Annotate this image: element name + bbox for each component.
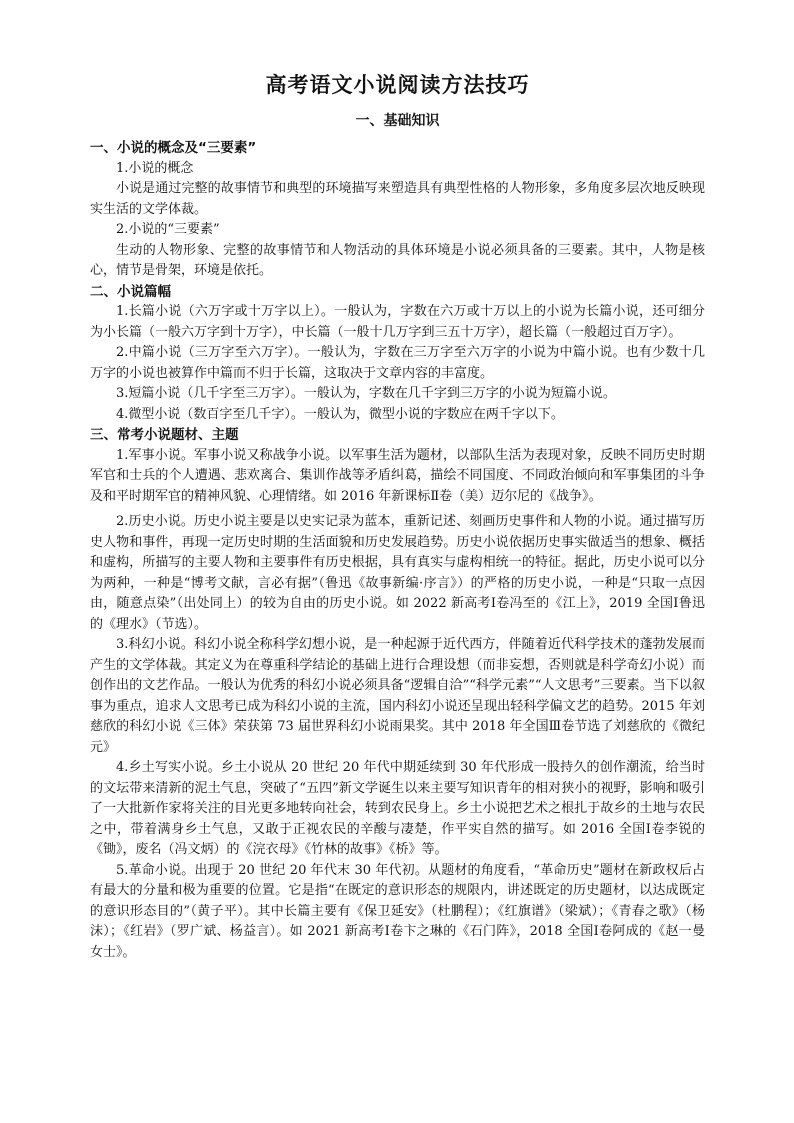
paragraph-concept: 小说是通过完整的故事情节和典型的环境描写来塑造具有典型性格的人物形象，多角度多层次地反映现实生活的文学体裁。 <box>90 181 705 217</box>
document-title: 高考语文小说阅读方法技巧 <box>265 73 530 97</box>
paragraph-three-elements: 生动的人物形象、完整的故事情节和人物活动的具体环境是小说必须具备的三要素。其中，人物是核心，情节是骨架，环境是依托。 <box>90 242 705 278</box>
paragraph-revolution-novel: 5.革命小说。出现于 20 世纪 20 年代末 30 年代初。从题材的角度看，“革命历史”题材在新政权后占有最大的分量和极为重要的位置。它是指“在既定的意识形态的规限内，讲述既定的历史题材，以达成既定的意识形态目的”（黄子平）。其中长篇主要有《保卫延安》（杜鹏程）；《红旗谱》（梁斌）；《青春之歌》（杨沫）；《红岩》（罗广斌、杨益言）。如 2021 新高考Ⅰ卷卞之琳的《石门阵》，2018 全国Ⅰ卷阿成的《赵一曼女士》。 <box>90 862 705 960</box>
heading-novel-length: 二、小说篇幅 <box>90 283 171 300</box>
document-page <box>90 70 705 963</box>
paragraph-historical-novel: 2.历史小说。历史小说主要是以史实记录为蓝本，重新记述、刻画历史事件和人物的小说。通过描写历史人物和事件，再现一定历史时期的生活面貌和历史发展趋势。历史小说依据历史事实做适当的想象、概括和虚构，所描写的主要人物和主要事件有历史根据，具有真实与虚构相统一的特征。据此，历史小说可以分为两种，一种是“博考文献，言必有据”（鲁迅《故事新编·序言》）的严格的历史小说，一种是“只取一点因由，随意点染”（出处同上）的较为自由的历史小说。如 2022 新高考Ⅰ卷冯至的《江上》，2019 全国Ⅰ鲁迅的《理水》（节选）。 <box>90 514 705 632</box>
paragraph-rural-novel: 4.乡土写实小说。乡土小说从 20 世纪 20 年代中期延续到 30 年代形成一股持久的创作潮流，给当时的文坛带来清新的泥土气息，突破了“五四”新文学诞生以来主要写知识青年的相对狭小的视野，影响和吸引了一大批新作家将关注的目光更多地转向社会，转到农民身上。乡土小说把艺术之根扎于故乡的土地与农民之中，带着满身乡土气息，又敢于正视农民的辛酸与凄楚，作平实自然的描写。如 2016 全国Ⅰ卷李锐的《锄》，废名（冯文炳）的《浣衣母》《竹林的故事》《桥》等。 <box>90 760 705 857</box>
heading-novel-concept: 一、小说的概念及“三要素” <box>90 140 257 156</box>
paragraph-long-novel: 1.长篇小说（六万字或十万字以上）。一般认为，字数在六万或十万以上的小说为长篇小说，还可细分为小长篇（一般六万字到十万字），中长篇（一般十几万字到三五十万字），超长篇（一般超过百万字）。 <box>90 304 705 340</box>
subheading-three-elements: 2.小说的“三要素” <box>116 222 220 237</box>
heading-novel-themes: 三、常考小说题材、主题 <box>90 427 239 443</box>
paragraph-short-novel: 3.短篇小说（几千字至三万字）。一般认为，字数在几千字到三万字的小说为短篇小说。 <box>116 386 616 401</box>
paragraph-scifi-novel: 3.科幻小说。科幻小说全称科学幻想小说，是一种起源于近代西方，伴随着近代科学技术的蓬勃发展而产生的文学体裁。其定义为在尊重科学结论的基础上进行合理设想（而非妄想，否则就是科学奇幻小说）而创作出的文艺作品。一般认为优秀的科幻小说必须具备“逻辑自洽”“科学元素”“人文思考”三要素。当下以叙事为重点，追求人文思考已成为科幻小说的主流，国内科幻小说还呈现出轻科学偏文艺的趋势。2015 年刘慈欣的科幻小说《三体》荣获第 73 届世界科幻小说雨果奖。其中 2018 年全国Ⅲ卷节选了刘慈欣的《微纪元》 <box>90 637 705 755</box>
paragraph-micro-novel: 4.微型小说（数百字至几千字）。一般认为，微型小说的字数应在两千字以下。 <box>116 406 564 422</box>
paragraph-military-novel: 1.军事小说。军事小说又称战争小说。以军事生活为题材，以部队生活为表现对象，反映不同历史时期军官和士兵的个人遭遇、悲欢离合、集训作战等矛盾纠葛，描绘不同国度、不同政治倾向和军事集团的斗争及和平时期军官的精神风貌、心理情绪。如 2016 年新课标Ⅱ卷（美）迈尔尼的《战争》。 <box>90 447 705 504</box>
subheading-concept: 1.小说的概念 <box>116 160 194 176</box>
paragraph-medium-novel: 2.中篇小说（三万字至六万字）。一般认为，字数在三万字至六万字的小说为中篇小说。也有少数十几万字的小说也被算作中篇而不归于长篇，这取决于文章内容的丰富度。 <box>90 345 705 381</box>
section-title: 一、基础知识 <box>355 113 440 129</box>
